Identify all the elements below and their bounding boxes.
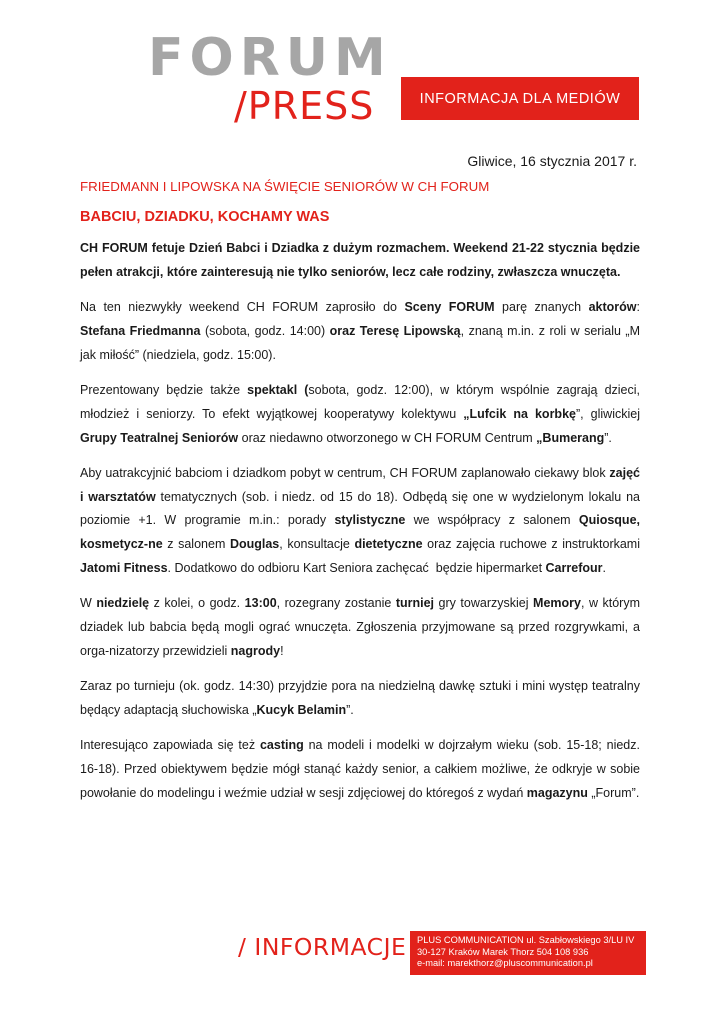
press-release-body <box>80 178 640 817</box>
press-logo-text: /PRESS <box>234 84 375 128</box>
body-paragraph-tournament: W niedzielę z kolei, o godz. 13:00, rozegrany zostanie turniej gry towarzyskiej Memory, w którym dziadek lub babcia będą mogli ograć wnuczęta. Zgłoszenia przyjmowane są przed rozgrywkami, a orga-nizatorzy przewidzieli nagrody! <box>80 596 641 658</box>
footer-contact-box <box>410 931 646 975</box>
media-info-banner <box>401 77 639 120</box>
dateline: Gliwice, 16 stycznia 2017 r. <box>467 153 637 169</box>
body-paragraph-theatre: Zaraz po turnieju (ok. godz. 14:30) przyjdzie pora na niedzielną dawkę sztuki i mini występ teatralny będący adaptacją słuchowiska „Kucyk Belamin”. <box>80 679 640 718</box>
subtitle: FRIEDMANN I LIPOWSKA NA ŚWIĘCIE SENIORÓW W CH FORUM <box>80 179 490 194</box>
body-paragraph-spectacle: Prezentowany będzie także spektakl (sobota, godz. 12:00), w którym wspólnie zagrają dzieci, młodzież i seniorzy. To efekt wyjątkowej kooperatywy kolektywu „Lufcik na korbkę”, gliwickiej Grupy Teatralnej Seniorów oraz niedawno otworzonego w CH FORUM Centrum „Bumerang”. <box>80 382 640 445</box>
contact-company-address: PLUS COMMUNICATION ul. Szabłowskiego 3/LU IV <box>417 935 635 945</box>
media-info-label: INFORMACJA DLA MEDIÓW <box>419 90 621 107</box>
contact-city-phone: 30-127 Kraków Marek Thorz 504 108 936 <box>417 946 589 957</box>
body-paragraph-workshops: Aby uatrakcyjnić babciom i dziadkom pobyt w centrum, CH FORUM zaplanowało ciekawy blok zajęć i warsztatów tematycznych (sob. i niedz. od 15 do 18). Odbędą się one w wydzielonym lokalu na poziomie +1. W programie m.in.: porady stylistyczne we współpracy z salonem Quiosque, kosmetycz-ne z salonem Douglas, konsultacje dietetyczne oraz zajęcia ruchowe z instruktorkami Jatomi Fitness. Dodatkowo do odbioru Kart Seniora zachęcać będzie hipermarket Carrefour. <box>80 465 640 576</box>
forum-logo-text: FORUM <box>148 28 392 88</box>
body-paragraph-casting: Interesująco zapowiada się też casting na modeli i modelki w dojrzałym wieku (sob. 15-18; niedz. 16-18). Przed obiektywem będzie mógł stanąć każdy senior, a całkiem możliwe, że odkryje w sobie powołanie do modelingu i weźmie udział w sesji zdjęciowej do któregoś z wydań magazynu „Forum”. <box>80 738 640 800</box>
headline: BABCIU, DZIADKU, KOCHAMY WAS <box>80 209 330 225</box>
body-paragraph-actors: Na ten niezwykły weekend CH FORUM zaprosiło do Sceny FORUM parę znanych aktorów: Stefana Friedmanna (sobota, godz. 14:00) oraz Teresę Lipowską, znaną m.in. z roli w serialu „M jak miłość” (niedziela, godz. 15:00). <box>80 300 640 362</box>
contact-email: e-mail: marekthorz@pluscommunication.pl <box>417 958 593 969</box>
footer-section-label: / INFORMACJE <box>238 933 407 961</box>
lead-paragraph: CH FORUM fetuje Dzień Babci i Dziadka z dużym rozmachem. Weekend 21-22 stycznia będzie pełen atrakcji, które zainteresują nie tylko seniorów, lecz całe rodziny, zwłaszcza wnuczęta. <box>80 241 640 279</box>
